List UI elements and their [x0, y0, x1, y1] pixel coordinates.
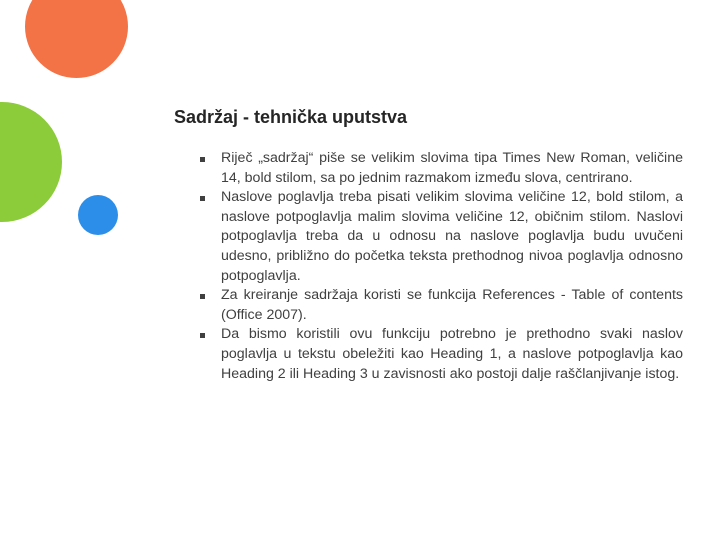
bullet-text: Za kreiranje sadržaja koristi se funkcija References - Table of contents (Office 2007).	[221, 287, 683, 323]
decorative-green-circle	[0, 102, 62, 222]
bullet-text: Riječ „sadržaj“ piše se velikim slovima tipa Times New Roman, veličine 14, bold stilom, sa po jednim razmakom između slova, centrirano.	[221, 150, 683, 186]
slide-title: Sadržaj - tehnička uputstva	[174, 107, 408, 127]
square-bullet-icon	[200, 157, 205, 162]
square-bullet-icon	[200, 333, 205, 338]
decorative-orange-circle	[25, 0, 128, 78]
square-bullet-icon	[200, 196, 205, 201]
bullet-item	[200, 188, 683, 286]
bullet-text: Naslove poglavlja treba pisati velikim slovima veličine 12, bold stilom, a naslove potpoglavlja malim slovima veličine 12, običnim stilom. Naslovi potpoglavlja treba da u odnosu na naslove poglavlja budu uvučeni udesno, približno do početka teksta prethodnog nivoa poglavlja odnosno potpoglavlja.	[221, 189, 683, 284]
bullet-list	[200, 149, 683, 384]
bullet-text: Da bismo koristili ovu funkciju potrebno je prethodno svaki naslov poglavlja u tekstu obeležiti kao Heading 1, a naslove potpoglavlja kao Heading 2 ili Heading 3 u zavisnosti ako postoji dalje raščlanjivanje istog.	[221, 326, 683, 382]
bullet-item	[200, 149, 683, 188]
bullet-item	[200, 286, 683, 325]
decorative-blue-circle	[78, 195, 118, 235]
square-bullet-icon	[200, 294, 205, 299]
bullet-item	[200, 325, 683, 384]
